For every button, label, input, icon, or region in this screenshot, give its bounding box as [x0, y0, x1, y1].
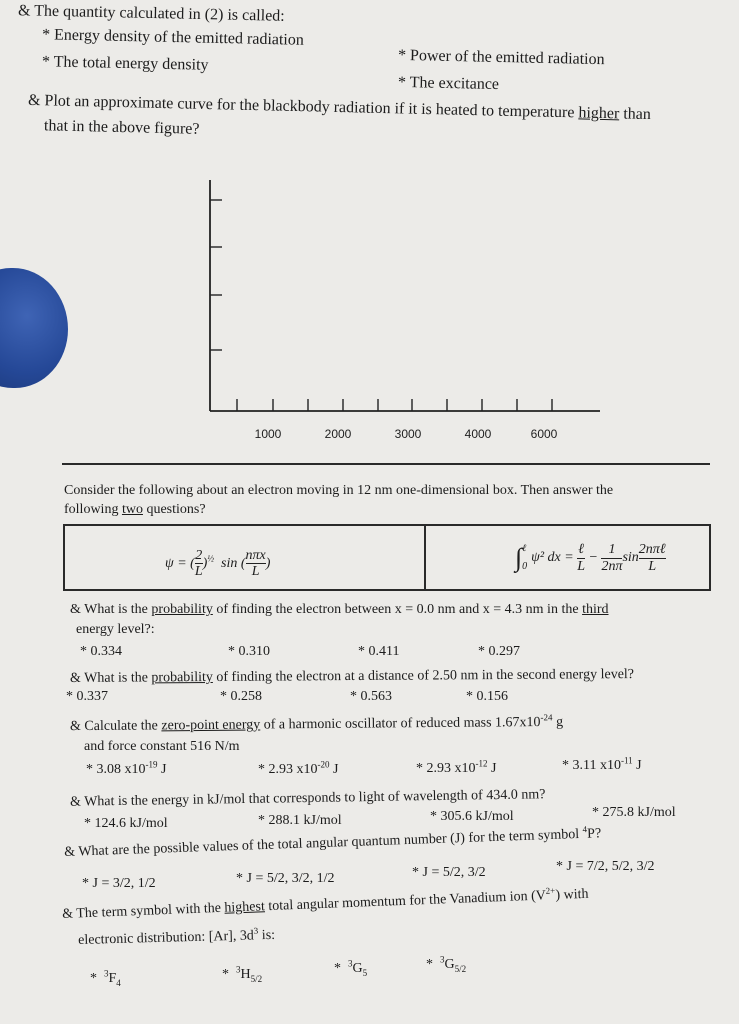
q7-option-2: * J = 5/2, 3/2, 1/2 — [236, 871, 335, 886]
q5-option-1: * 3.08 $x10^{-19}$ J — [86, 759, 167, 777]
q8-line1: & The term symbol with the highest total angular momentum for the Vanadium ion $(V^{2+})$ with — [61, 885, 589, 922]
q3-option-3: * 0.411 — [358, 644, 400, 659]
q7-option-4: * J = 7/2, 5/2, 3/2 — [556, 859, 655, 874]
x-tick-label: 1000 — [254, 427, 282, 441]
q6-prompt: & What is the energy in kJ/mol that corresponds to light of wavelength of 434.0 nm? — [69, 787, 546, 810]
q5-option-3: * 2.93 $x10^{-12}$ J — [416, 758, 497, 776]
x-tick-label: 6000 — [530, 427, 558, 441]
q4-option-1: * 0.337 — [66, 689, 108, 704]
chart-ticks — [210, 200, 552, 411]
q7-prompt: & What are the possible values of the total angular quantum number (J) for the term symbol $^4$P? — [63, 824, 602, 860]
blackbody-axes-chart — [180, 180, 620, 450]
q3-line2: energy level?: — [76, 622, 155, 637]
formula-divider — [424, 526, 426, 589]
q8-option-4: * $^3G_{5/2}$ — [426, 954, 467, 974]
q3-option-2: * 0.310 — [228, 644, 270, 659]
q4-option-3: * 0.563 — [350, 689, 392, 704]
q8-line2: electronic distribution: [Ar], $3d^3$ is: — [77, 925, 276, 948]
q2-line1: & Plot an approximate curve for the blackbody radiation if it is heated to temperature higher than — [27, 91, 652, 124]
q1-option-2: * Power of the emitted radiation — [397, 46, 605, 69]
q6-option-2: * 288.1 kJ/mol — [258, 813, 342, 828]
integral-formula: ∫ ℓ 0 ψ² dx = ℓ L − $\frac{1}{2n\pi}$ sin 2nπℓ L — [515, 542, 666, 574]
section-divider — [62, 463, 710, 465]
x-tick-label: 4000 — [464, 427, 492, 441]
chart-tick-labels — [255, 427, 558, 441]
formula-box — [63, 524, 711, 591]
x-tick-label: 3000 — [394, 427, 422, 441]
q8-option-2: * $^3H_{5/2}$ — [222, 964, 263, 984]
q5-line2: and force constant 516 N/m — [84, 739, 240, 754]
q1-option-1: * Energy density of the emitted radiation — [41, 26, 305, 49]
q1-option-4: * The excitance — [397, 73, 500, 94]
q8-option-3: * $^3G_5$ — [334, 958, 368, 978]
q6-option-4: * 275.8 kJ/mol — [592, 805, 676, 820]
chart-axes — [210, 180, 600, 411]
q5-option-4: * 3.11 $x10^{-11}$ J — [562, 755, 642, 773]
q5-option-2: * 2.93 $x10^{-20}$ J — [258, 759, 339, 777]
q3-option-4: * 0.297 — [478, 644, 520, 659]
q7-option-1: * J = 3/2, 1/2 — [82, 876, 156, 891]
q1-prompt: & The quantity calculated in (2) is called: — [17, 2, 285, 25]
q4-option-4: * 0.156 — [466, 689, 508, 704]
q3-line1: & What is the probability of finding the electron between x = 0.0 nm and x = 4.3 nm in the third — [70, 602, 609, 617]
q7-option-3: * J = 5/2, 3/2 — [412, 865, 486, 880]
q6-option-1: * 124.6 kJ/mol — [84, 816, 168, 831]
q5-line1: & Calculate the zero-point energy of a harmonic oscillator of reduced mass $1.67x10^{-24}$ g — [69, 712, 564, 735]
q1-option-3: * The total energy density — [41, 53, 209, 74]
q2-line2: that in the above figure? — [43, 117, 200, 138]
box-intro-line1: Consider the following about an electron moving in 12 nm one-dimensional box. Then answer the — [64, 483, 614, 498]
q8-option-1: * $^3F_4$ — [90, 968, 121, 988]
x-tick-label: 2000 — [324, 427, 352, 441]
box-intro-line2: following two questions? — [64, 502, 206, 517]
q6-option-3: * 305.6 kJ/mol — [430, 809, 514, 824]
wavefunction-formula: ψ = ( $\frac{2}{L}$ )$^{\frac{1}{2}}$ sin ( nπx L ) — [165, 548, 271, 580]
thumb — [0, 268, 68, 388]
q4-option-2: * 0.258 — [220, 689, 262, 704]
q4-line1: & What is the probability of finding the electron at a distance of 2.50 nm in the second energy level? — [69, 667, 635, 686]
q3-option-1: * 0.334 — [80, 644, 122, 659]
